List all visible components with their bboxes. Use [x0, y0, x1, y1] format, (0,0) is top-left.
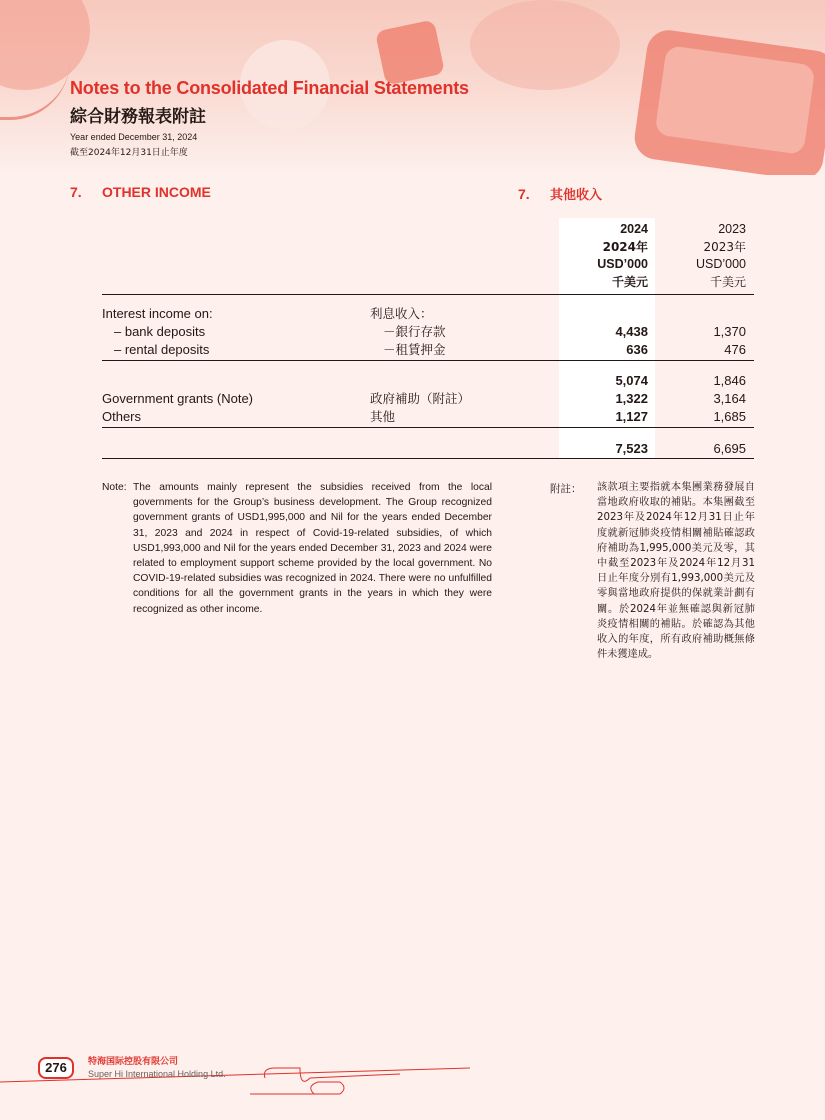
table-rule — [102, 360, 754, 361]
note-text-zh: 該款項主要指就本集團業務發展自當地政府收取的補貼。本集團截至2023年及2024年12月31日止年度就新冠肺炎疫情相關補貼確認政府補助為1,995,000美元及零，其中截至2023年及2024年12月31日止年度分別有1,993,000美元及零與當地政府提供的保就業計劃有關。於2024年並無確認與新冠肺炎疫情相關的補貼。於確認為其他收入的年度，所有政府補助概無條件未獲達成。 — [597, 482, 755, 661]
footer-company — [88, 1056, 226, 1080]
column-header-2024 — [556, 221, 648, 291]
row-value-2023: 6,695 — [713, 441, 746, 456]
table-row — [0, 305, 825, 323]
section-heading-en — [70, 184, 211, 200]
column-unit-zh: 千美元 — [611, 274, 648, 289]
row-value-2023: 1,370 — [713, 324, 746, 339]
table-row — [0, 341, 825, 359]
row-value-2024: 5,074 — [615, 373, 648, 388]
page-title-zh: 綜合財務報表附註 — [70, 107, 206, 127]
section-title-zh: 其他收入 — [550, 188, 603, 203]
period-zh: 截至2024年12月31日止年度 — [70, 148, 188, 158]
column-year: 2023 — [718, 222, 746, 236]
row-label-zh: －銀行存款 — [383, 324, 446, 339]
table-row — [0, 390, 825, 408]
row-value-2024: 1,127 — [615, 409, 648, 424]
column-unit-zh: 千美元 — [709, 274, 746, 289]
section-title-en: OTHER INCOME — [102, 184, 211, 200]
row-label-en: – bank deposits — [114, 324, 206, 339]
page-title-en: Notes to the Consolidated Financial Statements — [70, 78, 469, 98]
table-rule — [102, 294, 754, 295]
section-number: 7. — [70, 184, 82, 200]
row-label-en: Government grants (Note) — [102, 391, 254, 406]
table-row-total — [0, 440, 825, 458]
section-heading-zh — [518, 184, 602, 203]
row-value-2024: 636 — [626, 342, 648, 357]
decor-shape — [470, 0, 620, 90]
column-header-2023 — [654, 221, 746, 291]
row-label-zh: 利息收入： — [370, 306, 433, 321]
note-label-en: Note: — [102, 482, 127, 493]
column-year-zh: 2024年 — [602, 239, 648, 254]
column-unit: USD’000 — [597, 257, 648, 271]
row-value-2023: 1,846 — [713, 373, 746, 388]
table-row — [0, 408, 825, 426]
table-rule — [102, 427, 754, 428]
row-label-zh: －租賃押金 — [383, 342, 446, 357]
section-number: 7. — [518, 186, 530, 202]
row-value-2023: 476 — [724, 342, 746, 357]
table-row — [0, 323, 825, 341]
column-year: 2024 — [620, 222, 648, 236]
column-year-zh: 2023年 — [703, 239, 746, 254]
row-value-2024: 7,523 — [615, 441, 648, 456]
table-row-subtotal — [0, 372, 825, 390]
page-header — [70, 78, 469, 158]
note-text-en: The amounts mainly represent the subsidies received from the local governments for the Group’s business development. The Group recognized government grants of USD1,995,000 and Nil for the years ended December 31, 2023 and 2024 in respect of Covid-19-related subsidies, of which USD1,993,000 and Nil for the years ended December 31, 2023 and 2024 were related to employment support scheme provided by the local government. No COVID-19-related subsidies was recognized in 2024. There were no unfulfilled conditions for all the government grants in the years in which they were recognized as other income. — [133, 482, 492, 615]
row-label-en: Others — [102, 409, 142, 424]
row-label-en: Interest income on: — [102, 306, 213, 321]
row-value-2024: 4,438 — [615, 324, 648, 339]
row-label-zh: 政府補助（附註） — [370, 391, 471, 406]
row-value-2023: 1,685 — [713, 409, 746, 424]
decor-branch — [0, 60, 70, 120]
company-name-zh: 特海国际控股有限公司 — [88, 1057, 179, 1067]
row-label-en: – rental deposits — [114, 342, 210, 357]
decor-shape — [375, 19, 445, 85]
note-label-zh: 附註： — [550, 483, 582, 495]
column-unit: USD’000 — [695, 257, 746, 271]
page-number: 276 — [38, 1057, 74, 1079]
note-en — [102, 480, 492, 617]
row-value-2023: 3,164 — [713, 391, 746, 406]
row-label-zh: 其他 — [370, 409, 396, 424]
row-value-2024: 1,322 — [615, 391, 648, 406]
table-rule-total — [102, 458, 754, 459]
company-name-en: Super Hi International Holding Ltd. — [88, 1069, 226, 1079]
period-en: Year ended December 31, 2024 — [70, 132, 198, 142]
